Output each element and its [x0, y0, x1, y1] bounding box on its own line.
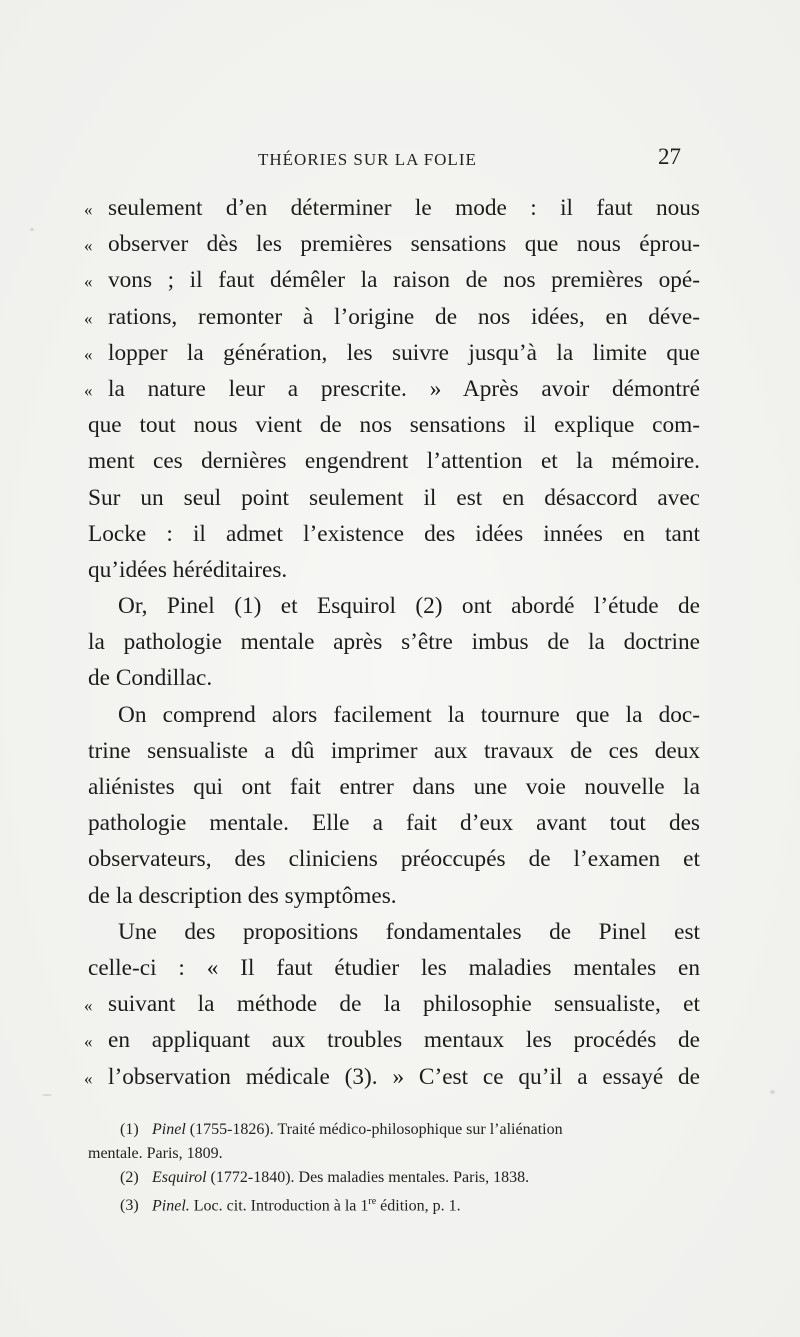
text-line: qu’idées héréditaires.: [88, 556, 288, 583]
paper-speck: [770, 1090, 775, 1094]
footnote-1: [120, 1118, 710, 1142]
line-text: l’observation médicale (3). » C’est ce qu’il a essayé de: [108, 1063, 700, 1090]
guillemet: «: [84, 1032, 93, 1052]
footnote-author: Pinel: [152, 1121, 186, 1138]
footnote-text: (1755-1826). Traité médico-philosophique sur l’aliénation: [189, 1121, 563, 1138]
guillemet: «: [84, 1068, 93, 1088]
text-line: pathologie mentale. Elle a fait d’eux avant tout des: [88, 810, 700, 837]
body-text: [84, 190, 700, 1095]
text-line: de la description des symptômes.: [88, 882, 397, 909]
guillemet: «: [84, 308, 93, 328]
line-text: lopper la génération, les suivre jusqu’à la limite que: [108, 339, 700, 366]
line-text: seulement d’en déterminer le mode : il faut nous: [108, 195, 700, 221]
footnote-text: Loc. cit. Introduction à la 1: [193, 1197, 369, 1215]
paper-speck: [42, 1094, 52, 1096]
line-text: observer dès les premières sensations que nous éprou-: [108, 231, 700, 258]
footnote-author: Esquirol: [152, 1169, 207, 1186]
paragraph-start: On comprend alors facilement la tournure que la doc-: [118, 701, 700, 728]
footnote-text: (1772-1840). Des maladies mentales. Paris, 1838.: [210, 1169, 530, 1186]
guillemet: «: [84, 200, 93, 219]
text-line: [84, 371, 700, 407]
text-line: [84, 986, 700, 1022]
text-line: [84, 1022, 700, 1058]
guillemet: «: [84, 996, 93, 1016]
guillemet: «: [84, 380, 93, 400]
guillemet: «: [84, 236, 93, 256]
footnotes: [88, 1118, 710, 1218]
text-line: [84, 299, 700, 335]
footnote-1-continued: mentale. Paris, 1809.: [88, 1145, 223, 1162]
paper-speck: [30, 228, 34, 231]
text-line: celle-ci : « Il faut étudier les maladies mentales en: [88, 954, 700, 981]
text-line: [84, 1059, 700, 1095]
text-line: Locke : il admet l’existence des idées innées en tant: [88, 520, 700, 547]
line-text: en appliquant aux troubles mentaux les procédés de: [108, 1027, 700, 1054]
footnote-2: [120, 1166, 710, 1190]
footnote-superscript: re: [368, 1196, 377, 1207]
text-line: Sur un seul point seulement il est en désaccord avec: [88, 484, 700, 511]
page-number: 27: [658, 144, 681, 169]
line-text: suivant la méthode de la philosophie sensualiste, et: [108, 991, 700, 1018]
line-text: rations, remonter à l’origine de nos idées, en déve-: [108, 303, 700, 330]
guillemet: «: [84, 272, 93, 292]
text-line: ment ces dernières engendrent l’attention et la mémoire.: [88, 448, 700, 475]
text-line: aliénistes qui ont fait entrer dans une voie nouvelle la: [88, 774, 700, 800]
footnote-text-end: édition, p. 1.: [376, 1197, 461, 1215]
text-line: [84, 226, 700, 262]
line-text: la nature leur a prescrite. » Après avoir démontré: [108, 375, 700, 402]
text-line: que tout nous vient de nos sensations il explique com-: [88, 412, 700, 439]
paragraph-start: Or, Pinel (1) et Esquirol (2) ont abordé l’étude de: [118, 593, 700, 620]
text-line: [84, 190, 700, 226]
text-line: de Condillac.: [88, 665, 213, 692]
line-text: vons ; il faut démêler la raison de nos premières opé-: [108, 267, 700, 294]
text-line: observateurs, des cliniciens préoccupés de l’examen et: [88, 846, 700, 873]
text-line: la pathologie mentale après s’être imbus de la doctrine: [88, 629, 700, 656]
guillemet: «: [84, 344, 93, 364]
paragraph-start: Une des propositions fondamentales de Pinel est: [118, 918, 700, 945]
footnote-3: [120, 1190, 710, 1218]
footnote-number: (1): [120, 1121, 139, 1138]
footnote-author: Pinel.: [152, 1197, 190, 1215]
text-line: trine sensualiste a dû imprimer aux travaux de ces deux: [88, 737, 700, 764]
text-line: [84, 262, 700, 298]
text-line: [84, 335, 700, 371]
footnote-number: (2): [120, 1169, 139, 1186]
footnote-number: (3): [120, 1197, 139, 1215]
running-title: THÉORIES SUR LA FOLIE: [258, 150, 477, 169]
